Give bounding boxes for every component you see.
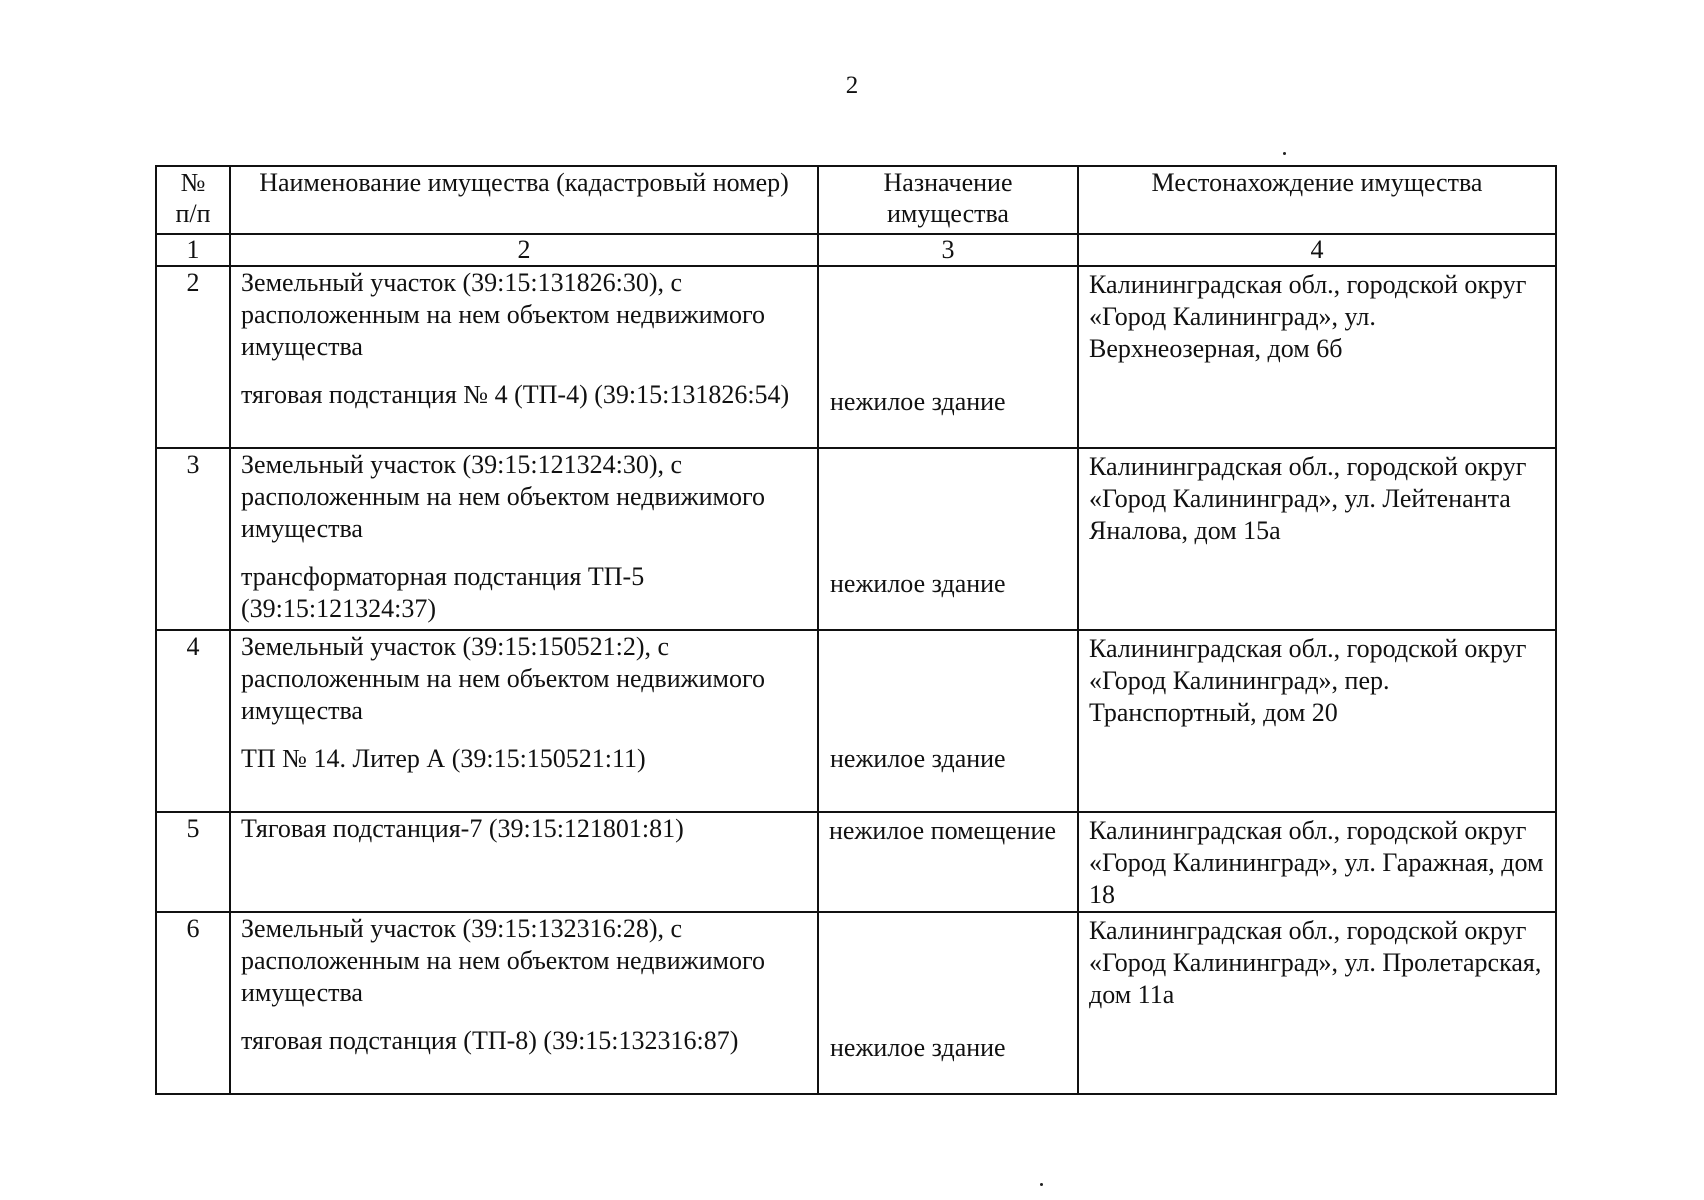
row-number: 2 bbox=[156, 266, 230, 448]
column-number: 3 bbox=[818, 234, 1078, 266]
property-location-cell bbox=[1078, 266, 1556, 448]
property-location: Калининградская обл., городской округ «Город Калининград», пер. Транспортный, дом 20 bbox=[1089, 634, 1527, 727]
column-number: 2 bbox=[230, 234, 818, 266]
property-purpose: нежилое здание bbox=[830, 569, 1006, 598]
property-location: Калининградская обл., городской округ «Город Калининград», ул. Верхнеозерная, дом 6б bbox=[1089, 270, 1527, 363]
page-number: 2 bbox=[845, 72, 859, 99]
property-name: Земельный участок (39:15:132316:28), с расположенным на нем объектом недвижимого имущества bbox=[241, 914, 765, 1007]
scan-speck bbox=[1283, 152, 1286, 155]
row-number: 3 bbox=[156, 448, 230, 630]
header-purpose: Назначение имущества bbox=[818, 166, 1078, 234]
property-purpose-cell bbox=[818, 812, 1078, 912]
property-purpose-cell bbox=[818, 630, 1078, 812]
row-number: 5 bbox=[156, 812, 230, 912]
row-number: 4 bbox=[156, 630, 230, 812]
property-location-cell bbox=[1078, 630, 1556, 812]
property-location-cell bbox=[1078, 812, 1556, 912]
column-number-row bbox=[156, 234, 1556, 266]
column-number: 4 bbox=[1078, 234, 1556, 266]
property-name: Земельный участок (39:15:131826:30), с расположенным на нем объектом недвижимого имущества bbox=[241, 268, 765, 361]
header-name: Наименование имущества (кадастровый номер) bbox=[230, 166, 818, 234]
column-number: 1 bbox=[156, 234, 230, 266]
property-object: тяговая подстанция (ТП-8) (39:15:132316:87) bbox=[241, 1026, 739, 1055]
table-row bbox=[156, 266, 1556, 448]
property-location-cell bbox=[1078, 448, 1556, 630]
property-name-cell bbox=[230, 812, 818, 912]
property-purpose: нежилое здание bbox=[830, 1033, 1006, 1062]
property-purpose: нежилое здание bbox=[830, 387, 1006, 416]
property-object: трансформаторная подстанция ТП-5 (39:15:121324:37) bbox=[241, 562, 645, 623]
table-row bbox=[156, 912, 1556, 1094]
table-row bbox=[156, 448, 1556, 630]
scan-speck bbox=[1040, 1183, 1043, 1186]
property-location: Калининградская обл., городской округ «Город Калининград», ул. Гаражная, дом 18 bbox=[1089, 816, 1544, 909]
table-header-row bbox=[156, 166, 1556, 234]
property-object: тяговая подстанция № 4 (ТП-4) (39:15:131826:54) bbox=[241, 380, 790, 409]
property-location-cell bbox=[1078, 912, 1556, 1094]
property-name-cell bbox=[230, 448, 818, 630]
property-name-cell bbox=[230, 630, 818, 812]
property-object: ТП № 14. Литер А (39:15:150521:11) bbox=[241, 744, 646, 773]
property-location: Калининградская обл., городской округ «Город Калининград», ул. Лейтенанта Яналова, дом 15а bbox=[1089, 452, 1527, 545]
property-name-cell bbox=[230, 266, 818, 448]
property-name: Земельный участок (39:15:121324:30), с расположенным на нем объектом недвижимого имущества bbox=[241, 450, 765, 543]
table-row bbox=[156, 630, 1556, 812]
property-name-cell bbox=[230, 912, 818, 1094]
header-location: Местонахождение имущества bbox=[1078, 166, 1556, 234]
property-location: Калининградская обл., городской округ «Город Калининград», ул. Пролетарская, дом 11а bbox=[1089, 916, 1542, 1009]
row-number: 6 bbox=[156, 912, 230, 1094]
property-purpose-cell bbox=[818, 266, 1078, 448]
property-name: Тяговая подстанция-7 (39:15:121801:81) bbox=[241, 814, 684, 843]
property-table bbox=[155, 165, 1557, 1095]
table-row bbox=[156, 812, 1556, 912]
property-purpose-cell bbox=[818, 912, 1078, 1094]
header-num: № п/п bbox=[156, 166, 230, 234]
property-name: Земельный участок (39:15:150521:2), с расположенным на нем объектом недвижимого имущества bbox=[241, 632, 765, 725]
property-purpose: нежилое помещение bbox=[829, 816, 1057, 845]
property-purpose: нежилое здание bbox=[830, 744, 1006, 773]
property-purpose-cell bbox=[818, 448, 1078, 630]
